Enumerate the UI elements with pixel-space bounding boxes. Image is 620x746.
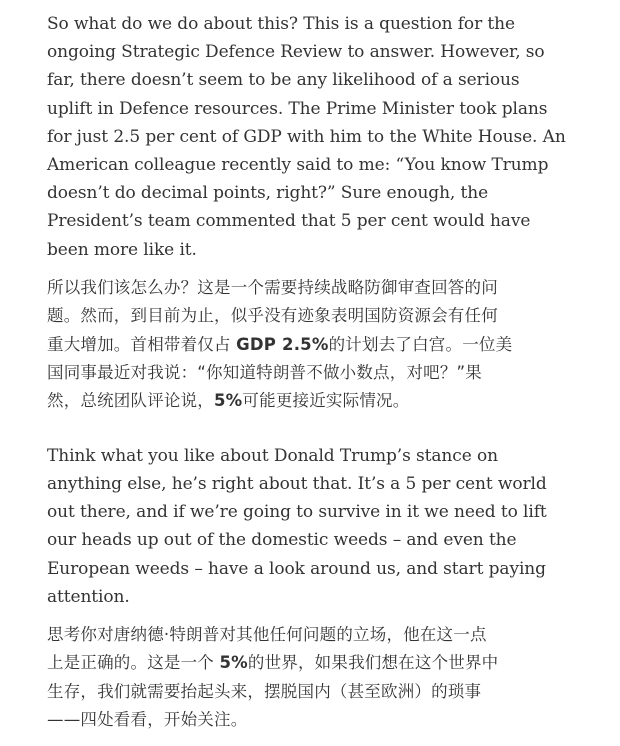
text-line: So what do we do about this? This is a question for the: [47, 14, 515, 34]
spacer: [47, 611, 595, 621]
text-line: Think what you like about Donald Trump’s stance on: [47, 445, 498, 466]
text-line: 国同事最近对我说：“你知道特朗普不做小数点，对吧？”果: [47, 363, 482, 383]
text-line: 题。然而，到目前为止，似乎没有迹象表明国防资源会有任何: [47, 306, 498, 326]
text-line: far, there doesn’t seem to be any likelihood of a serious: [47, 70, 520, 91]
article-body: [47, 10, 595, 735]
text-line: 上是正确的。这是一个 5%的世界，如果我们想在这个世界中: [47, 653, 499, 673]
text-line: anything else, he’s right about that. It’s a 5 per cent world: [47, 474, 547, 495]
spacer: [47, 416, 595, 442]
text-line: European weeds – have a look around us, and start paying: [47, 558, 546, 579]
bold-figure: 5%: [214, 391, 243, 411]
text-line: doesn’t do decimal points, right?” Sure enough, the: [47, 183, 489, 204]
paragraph-2-english: [47, 442, 595, 611]
paragraph-1-english: [47, 10, 595, 264]
text-line: ongoing Strategic Defence Review to answer. However, so: [47, 42, 545, 63]
bold-figure: GDP 2.5%: [236, 334, 329, 354]
text-line: for just 2.5 per cent of GDP with him to the White House. An: [47, 126, 566, 147]
text-line: ——四处看看，开始关注。: [47, 710, 248, 730]
text-line: uplift in Defence resources. The Prime Minister took plans: [47, 98, 548, 119]
spacer: [47, 264, 595, 274]
text-line: out there, and if we’re going to survive in it we need to lift: [47, 502, 547, 523]
text-line: 然，总统团队评论说，5%可能更接近实际情况。: [47, 391, 410, 411]
text-line: American colleague recently said to me: “You know Trump: [47, 155, 549, 176]
text-line: 所以我们该怎么办？这是一个需要持续战略防御审查回答的问: [47, 277, 498, 297]
paragraph-2-chinese: [47, 621, 595, 735]
text-line: President’s team commented that 5 per cent would have: [47, 211, 531, 232]
paragraph-1-chinese: [47, 274, 595, 416]
text-line: our heads up out of the domestic weeds – and even the: [47, 530, 517, 551]
text-line: been more like it.: [47, 239, 197, 260]
text-line: 思考你对唐纳德·特朗普对其他任何问题的立场，他在这一点: [47, 625, 487, 645]
bold-figure: 5%: [219, 653, 248, 673]
text-line: 重大增加。首相带着仅占 GDP 2.5%的计划去了白宫。一位美: [47, 334, 513, 354]
text-line: 生存，我们就需要抬起头来，摆脱国内（甚至欧洲）的琐事: [47, 681, 482, 701]
text-line: attention.: [47, 586, 130, 607]
